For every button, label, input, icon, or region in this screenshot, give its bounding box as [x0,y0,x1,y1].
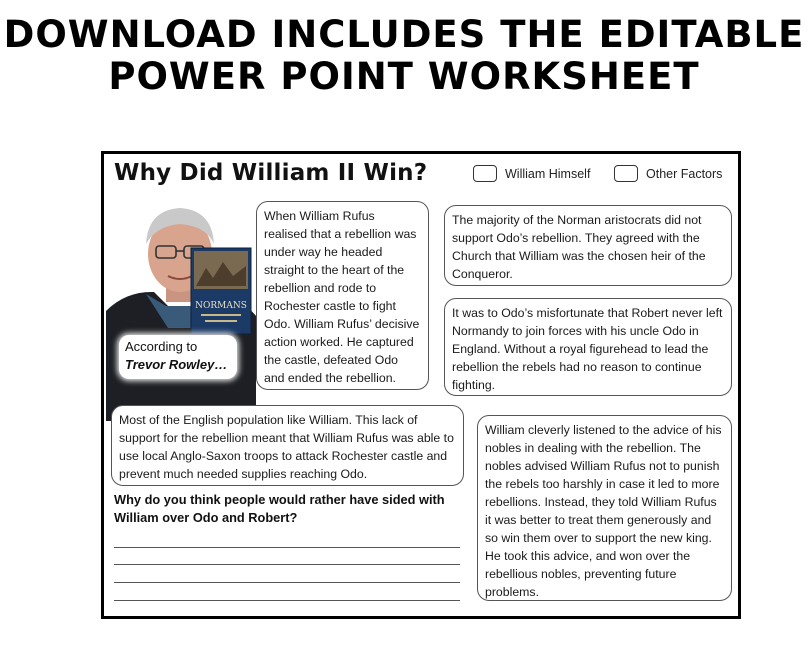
banner-line-1: DOWNLOAD INCLUDES THE EDITABLE [3,13,805,56]
answer-line[interactable] [114,600,460,601]
box-robert: It was to Odo’s misfortunate that Robert never left Normandy to join forces with his uncle Odo in England. Without a royal figurehead to lead the rebellion the rebels had no reason to continue fighting. [444,298,732,396]
worksheet-title: Why Did William II Win? [114,160,428,186]
historian-caption [119,335,237,379]
checkbox-william-himself[interactable] [473,165,497,182]
book-title-text: NORMANS [195,301,247,311]
option-label-william-himself: William Himself [505,166,591,181]
question-prompt: Why do you think people would rather have sided with William over Odo and Robert? [114,492,445,525]
option-william-himself[interactable] [473,165,590,182]
option-label-other-factors: Other Factors [646,166,723,181]
caption-historian-name: Trevor Rowley… [125,357,228,372]
answer-line[interactable] [114,547,460,548]
checkbox-other-factors[interactable] [614,165,638,182]
answer-line[interactable] [114,582,460,583]
box-rufus-action: When William Rufus realised that a rebellion was under way he headed straight to the heart of the rebellion and rode to Rochester castle to fight Odo. William Rufus’ decisive action worked. He captured the castle, defeated Odo and ended the rebellion. [256,201,429,390]
book-cover [191,248,251,334]
caption-prefix: According to [125,339,198,354]
box-english-population: Most of the English population like William. This lack of support for the rebellion meant that William Rufus was able to use local Anglo-Saxon troops to attack Rochester castle and prevent much needed supplies reaching Odo. [111,405,464,486]
historian-photo [106,196,256,421]
worksheet [101,151,741,619]
answer-line[interactable] [114,564,460,565]
banner-line-2: POWER POINT WORKSHEET [108,55,700,98]
option-other-factors[interactable] [614,165,722,182]
promo-banner [0,14,808,98]
box-advice: William cleverly listened to the advice of his nobles in dealing with the rebellion. The nobles advised William Rufus not to punish the rebels too harshly in case it led to more rebellions. Instead, they told William Rufus it was better to treat them generously and so win them over to support the new king. He took this advice, and won over the rebellious nobles, preventing future problems. [477,415,732,601]
box-aristocrats: The majority of the Norman aristocrats did not support Odo’s rebellion. They agreed with the Church that William was the chosen heir of the Conqueror. [444,205,732,286]
